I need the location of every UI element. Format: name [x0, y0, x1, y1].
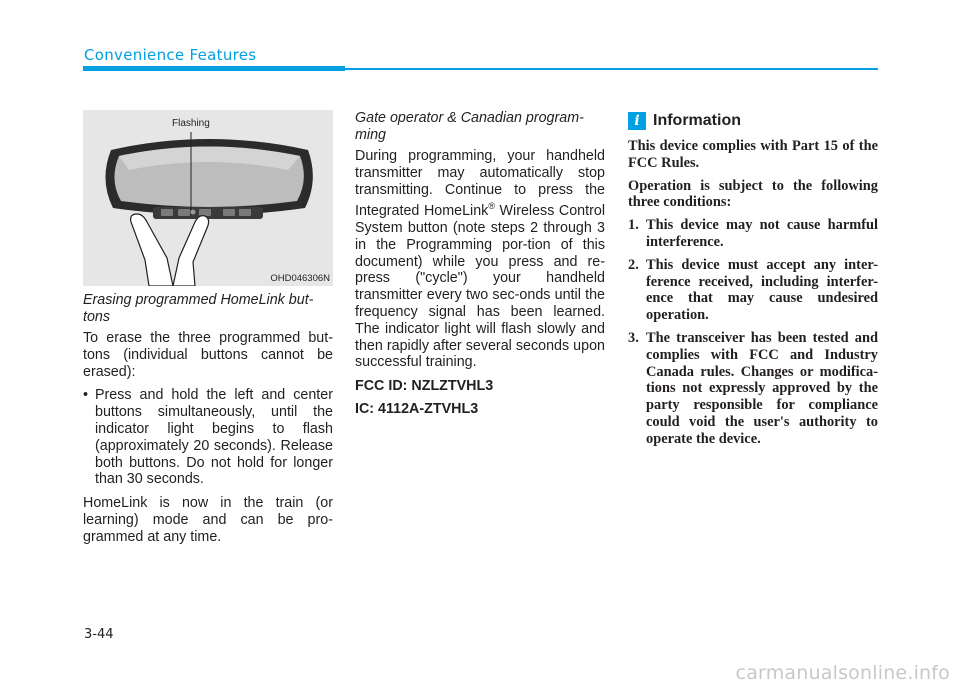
header-rule-thin — [345, 68, 878, 70]
info-conditions: Operation is subject to the following three conditions: — [628, 177, 878, 211]
gate-operator-paragraph — [355, 148, 605, 371]
homelink-button-center — [178, 209, 190, 216]
item-text: This device must accept any inter-ference received, including interfer-ence that may cause undesired operation. — [646, 256, 878, 324]
erase-intro: To erase the three programmed but-tons (individual buttons cannot be erased): — [83, 330, 333, 380]
indicator-light — [191, 210, 196, 215]
mirror-button-4 — [223, 209, 235, 216]
train-mode-paragraph: HomeLink is now in the train (or learning) mode and can be pro-grammed at any time. — [83, 495, 333, 545]
header-rule-thick — [83, 66, 345, 71]
homelink-button-right — [199, 209, 211, 216]
information-box — [628, 112, 878, 454]
info-icon: i — [628, 112, 646, 130]
ic-id: IC: 4112A-ZTVHL3 — [355, 401, 479, 418]
list-item — [628, 217, 878, 251]
item-text: This device may not cause harmful interference. — [646, 217, 878, 250]
subheading-erasing: Erasing programmed HomeLink but-tons — [83, 292, 314, 325]
column-middle — [355, 110, 605, 424]
page-number: 3-44 — [84, 627, 114, 642]
item-number: 3. — [628, 329, 639, 346]
item-text: The transceiver has been tested and complies with FCC and Industry Canada rules. Changes or modifica-tions not expressly approved by the party responsible for compliance could void the user's authority to operate the device. — [646, 329, 878, 447]
item-number: 1. — [628, 217, 639, 234]
info-title: Information — [653, 112, 741, 129]
mirror-button-5 — [239, 209, 251, 216]
figure-label-flashing: Flashing — [172, 118, 210, 129]
fcc-id: FCC ID: NZLZTVHL3 — [355, 378, 494, 395]
homelink-button-left — [161, 209, 173, 216]
info-compliance: This device complies with Part 15 of the FCC Rules. — [628, 138, 878, 171]
erase-steps — [83, 387, 333, 488]
mirror-illustration — [83, 110, 333, 286]
figure-code: OHD046306N — [270, 273, 330, 284]
finger-left — [131, 214, 173, 286]
section-title: Convenience Features — [84, 46, 257, 64]
list-item — [628, 330, 878, 448]
mirror-drawing — [83, 110, 333, 286]
gate-text-a: During programming, your handheld transmitter may automatically stop transmitting. Continue to press the Integrated HomeLink — [355, 148, 605, 220]
registered-mark: ® — [488, 201, 495, 212]
finger-right — [173, 216, 209, 286]
column-left — [83, 110, 333, 553]
erase-step: • Press and hold the left and center buttons simultaneously, until the indicator light begins to flash (approximately 20 seconds). Release both buttons. Do not hold for longer than 30 seconds. — [83, 387, 333, 488]
list-item — [628, 257, 878, 324]
item-number: 2. — [628, 256, 639, 273]
watermark: carmanualsonline.info — [735, 662, 950, 684]
info-header — [628, 112, 878, 130]
info-conditions-list — [628, 217, 878, 447]
subheading-gate-operator: Gate operator & Canadian program-ming — [355, 110, 584, 143]
gate-text-b: Wireless Control System button (note steps 2 through 3 in the Programming por-tion of this document) while you press and re-press ("cycle") your handheld transmitter every two sec-onds until the frequency signal has been learned. The indicator light will flash slowly and then rapidly after several seconds upon successful training. — [355, 203, 605, 371]
